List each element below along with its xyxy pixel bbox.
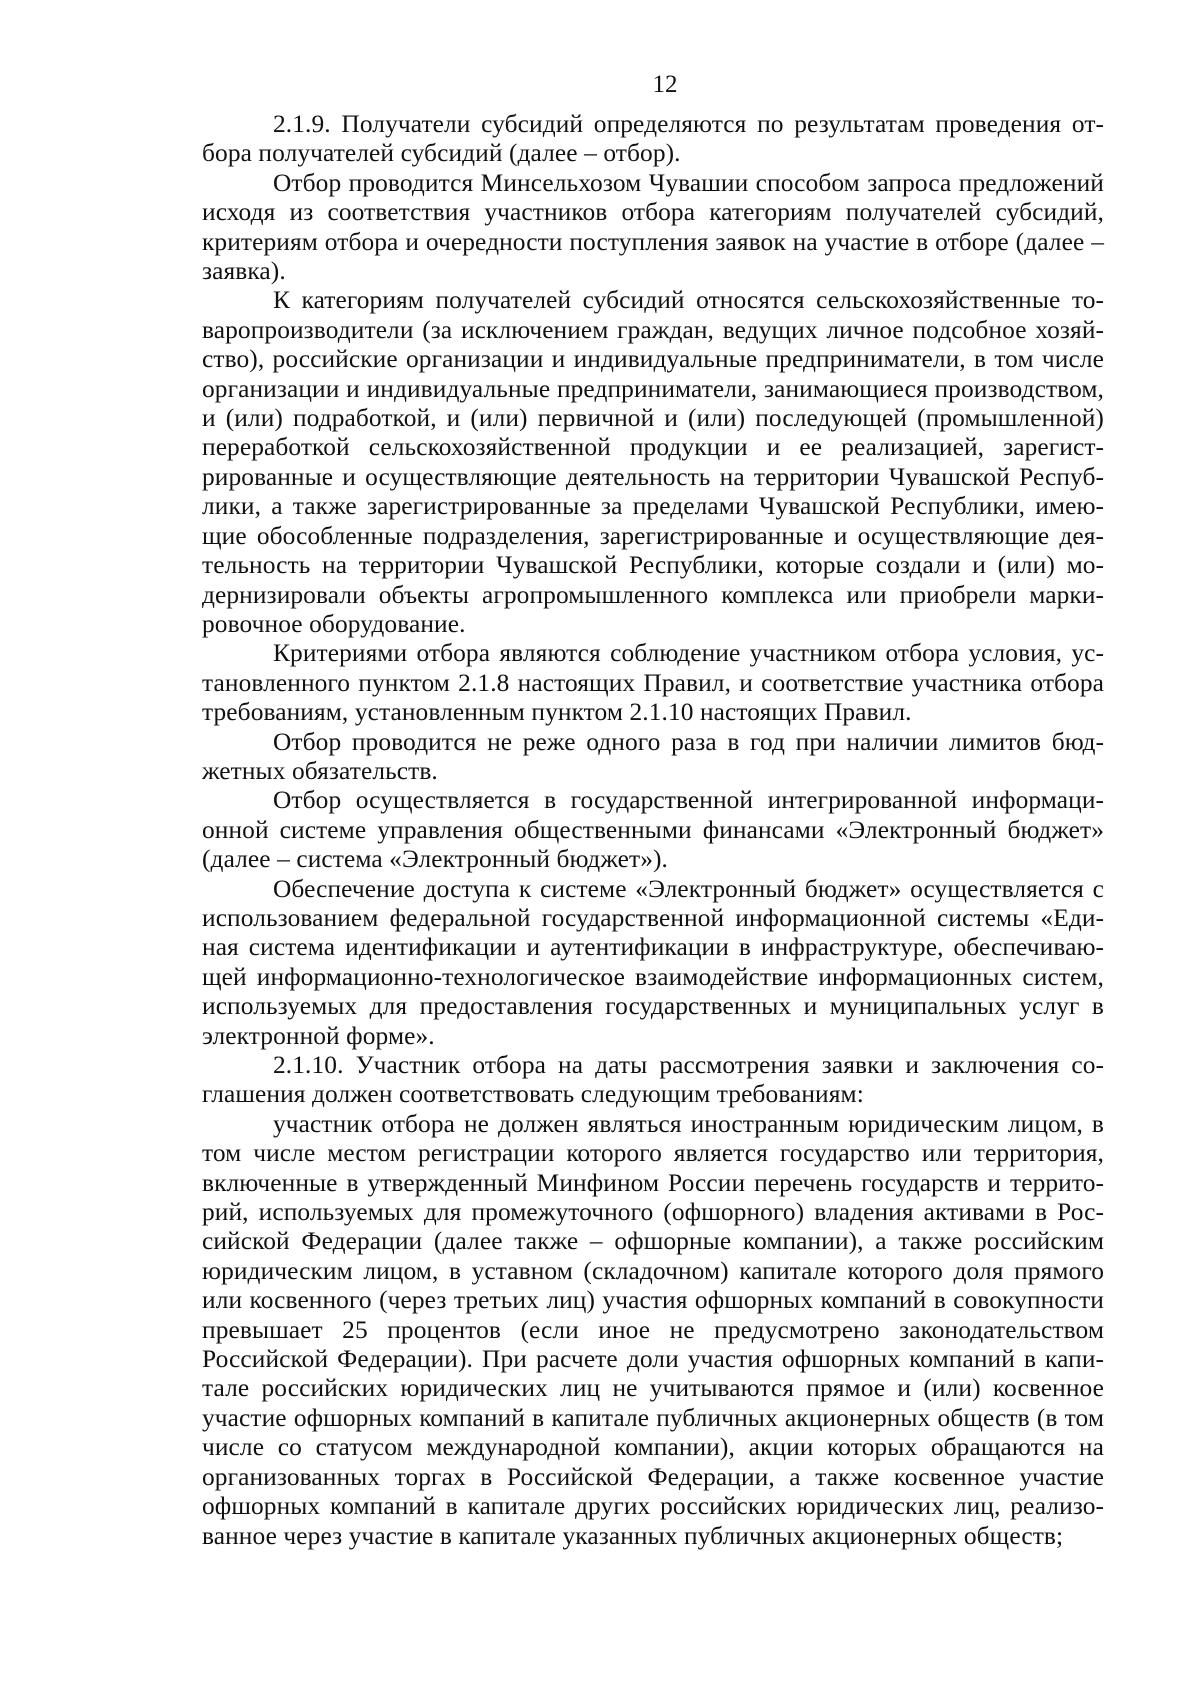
paragraph-selection-method: Отбор проводится Минсельхозом Чувашии способом запроса предложений исходя из соответствия участников отбора категориям получателей субсидий, критериям отбора и очередности поступления заявок на участие в отборе (далее – заявка). [202, 168, 1104, 286]
paragraph-system-access: Обеспечение доступа к системе «Электронный бюджет» осуществляется с использованием федеральной государственной информационной системы «Единая система идентификации и аутентификации в инфраструктуре, обеспечивающей информационно-технологическое взаимодействие информационных систем, используемых для предоставления государственных и муниципальных услуг в электронной форме». [202, 874, 1104, 1050]
paragraph-2-1-10: 2.1.10. Участник отбора на даты рассмотрения заявки и заключения соглашения должен соответствовать следующим требованиям: [202, 1051, 1104, 1109]
page-number: 12 [652, 71, 678, 98]
document-body [202, 110, 1104, 1551]
paragraph-offshore-requirement: участник отбора не должен являться иностранным юридическим лицом, в том числе местом регистрации которого является государство или территория, включенные в утвержденный Минфином России перечень государств и территорий, используемых для промежуточного (офшорного) владения активами в Российской Федерации (далее также – офшорные компании), а также российским юридическим лицом, в уставном (складочном) капитале которого доля прямого или косвенного (через третьих лиц) участия офшорных компаний в совокупности превышает 25 процентов (если иное не предусмотрено законодательством Российской Федерации). При расчете доли участия офшорных компаний в капитале российских юридических лиц не учитываются прямое и (или) косвенное участие офшорных компаний в капитале публичных акционерных обществ (в том числе со статусом международной компании), акции которых обращаются на организованных торгах в Российской Федерации, а также косвенное участие офшорных компаний в капитале других российских юридических лиц, реализованное через участие в капитале указанных публичных акционерных обществ; [202, 1109, 1104, 1550]
paragraph-selection-frequency: Отбор проводится не реже одного раза в год при наличии лимитов бюджетных обязательств. [202, 727, 1104, 785]
paragraph-recipient-categories: К категориям получателей субсидий относятся сельскохозяйственные товаропроизводители (за исключением граждан, ведущих личное подсобное хозяйство), российские организации и индивидуальные предприниматели, в том числе организации и индивидуальные предприниматели, занимающиеся производством, и (или) подработкой, и (или) первичной и (или) последующей (промышленной) переработкой сельскохозяйственной продукции и ее реализацией, зарегистрированные и осуществляющие деятельность на территории Чувашской Республики, а также зарегистрированные за пределами Чувашской Республики, имеющие обособленные подразделения, зарегистрированные и осуществляющие деятельность на территории Чувашской Республики, которые создали и (или) модернизировали объекты агропромышленного комплекса или приобрели маркировочное оборудование. [202, 286, 1104, 638]
paragraph-2-1-9: 2.1.9. Получатели субсидий определяются по результатам проведения отбора получателей субсидий (далее – отбор). [202, 110, 1104, 168]
paragraph-selection-criteria: Критериями отбора являются соблюдение участником отбора условия, установленного пунктом 2.1.8 настоящих Правил, и соответствие участника отбора требованиям, установленным пунктом 2.1.10 настоящих Правил. [202, 639, 1104, 727]
paragraph-electronic-budget: Отбор осуществляется в государственной интегрированной информационной системе управления общественными финансами «Электронный бюджет» (далее – система «Электронный бюджет»). [202, 786, 1104, 874]
